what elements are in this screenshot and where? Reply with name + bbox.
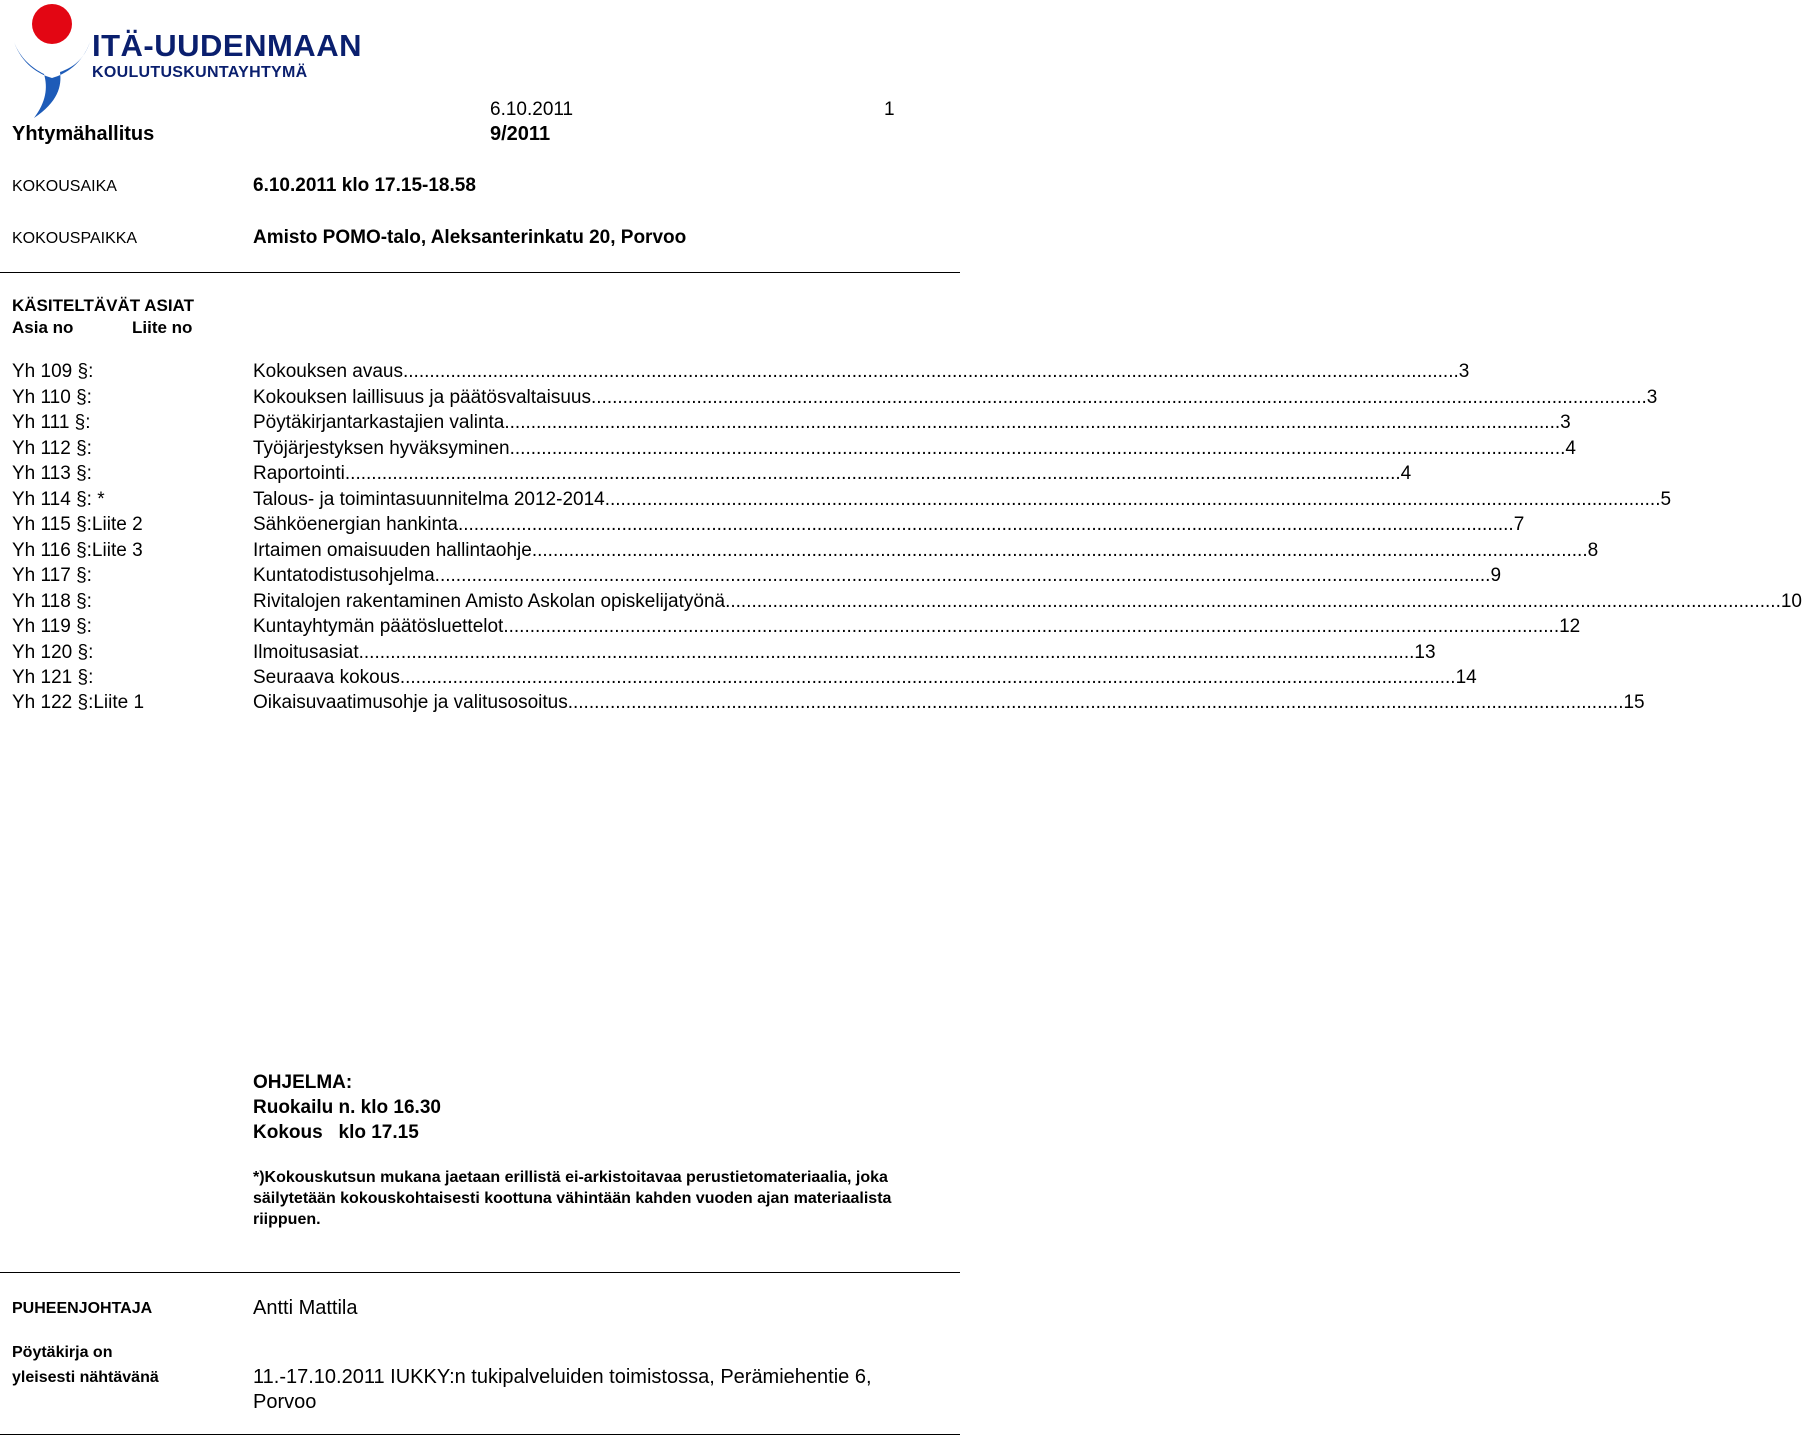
agenda-heading: KÄSITELTÄVÄT ASIAT — [12, 296, 194, 315]
agenda-item[interactable] — [12, 591, 1802, 616]
agenda-item-number: Yh 114 §: * — [12, 489, 105, 510]
agenda-item-page: 13 — [1414, 642, 1436, 663]
agenda-item[interactable] — [12, 514, 1525, 539]
program-line-meeting: Kokous klo 17.15 — [253, 1122, 419, 1143]
agenda-item-number: Yh 113 §: — [12, 463, 92, 484]
divider — [0, 1272, 960, 1273]
agenda-item-title: Työjärjestyksen hyväksyminen — [253, 438, 510, 459]
agenda-item-number: Yh 120 §: — [12, 642, 94, 663]
agenda-item[interactable] — [12, 438, 1576, 463]
agenda-item-number: Yh 110 §: — [12, 387, 92, 408]
agenda-item-number: Yh 112 §: — [12, 438, 92, 459]
program-heading: OHJELMA: — [253, 1072, 353, 1093]
agenda-item-title: Raportointi — [253, 463, 345, 484]
program-footnote: *)Kokouskutsun mukana jaetaan erillistä ei-arkistoitavaa perustietomateriaalia, joka säilytetään kokouskohtaisesti koottuna vähintään kahden vuoden ajan materiaalista riippuen. — [253, 1169, 892, 1228]
meeting-number: 9/2011 — [490, 123, 551, 145]
leader-dots: ........................................................................................................................................................................................................ — [457, 514, 1514, 535]
display-value-line1: 11.-17.10.2011 IUKKY:n tukipalveluiden toimistossa, Perämiehentie 6, — [253, 1366, 872, 1388]
agenda-item-title: Kuntatodistusohjelma — [253, 565, 435, 586]
meeting-time-label: KOKOUSAIKA — [12, 178, 117, 195]
meeting-place-label: KOKOUSPAIKKA — [12, 230, 138, 247]
agenda-item-page: 3 — [1458, 361, 1470, 382]
chair-value: Antti Mattila — [253, 1297, 358, 1319]
agenda-item[interactable] — [12, 642, 1436, 667]
leader-dots: ........................................................................................................................................................................................................ — [399, 667, 1456, 688]
display-label-line2: yleisesti nähtävänä — [12, 1369, 159, 1386]
agenda-item-title: Seuraava kokous — [253, 667, 400, 688]
agenda-item-title: Kuntayhtymän päätösluettelot — [253, 616, 504, 637]
agenda-item-title: Oikaisuvaatimusohje ja valitusosoitus — [253, 692, 568, 713]
meeting-place-value: Amisto POMO-talo, Aleksanterinkatu 20, Porvoo — [253, 227, 687, 248]
agenda-item-number: Yh 115 §:Liite 2 — [12, 514, 143, 535]
display-label-line1: Pöytäkirja on — [12, 1344, 113, 1361]
agenda-item[interactable] — [12, 540, 1599, 565]
agenda-item[interactable] — [12, 616, 1581, 641]
leader-dots: ........................................................................................................................................................................................................ — [567, 692, 1624, 713]
agenda-item-page: 14 — [1455, 667, 1477, 688]
leader-dots: ........................................................................................................................................................................................................ — [358, 642, 1415, 663]
leader-dots: ........................................................................................................................................................................................................ — [403, 361, 1459, 382]
agenda-item-title: Irtaimen omaisuuden hallintaohje — [253, 540, 532, 561]
agenda-item-number: Yh 109 §: — [12, 361, 94, 382]
agenda-item-page: 9 — [1490, 565, 1502, 586]
leader-dots: ........................................................................................................................................................................................................ — [531, 540, 1588, 561]
agenda-item-page: 4 — [1565, 438, 1576, 459]
leader-dots: ........................................................................................................................................................................................................ — [434, 565, 1491, 586]
agenda-item-number: Yh 119 §: — [12, 616, 92, 637]
leader-dots: ........................................................................................................................................................................................................ — [344, 463, 1401, 484]
leader-dots: ........................................................................................................................................................................................................ — [725, 591, 1781, 612]
display-value-line2: Porvoo — [253, 1391, 317, 1413]
logo-wordmark-line1: ITÄ-UUDENMAAN — [92, 28, 362, 63]
logo-figure-icon — [12, 2, 92, 120]
agenda-item-page: 15 — [1623, 692, 1645, 713]
agenda-item-page: 10 — [1780, 591, 1802, 612]
leader-dots: ........................................................................................................................................................................................................ — [604, 489, 1661, 510]
agenda-item[interactable] — [12, 412, 1571, 437]
chair-label: PUHEENJOHTAJA — [12, 1300, 153, 1317]
agenda-item-title: Pöytäkirjantarkastajien valinta — [253, 412, 505, 433]
divider — [0, 1434, 960, 1435]
agenda-item-page: 12 — [1559, 616, 1581, 637]
agenda-item-number: Yh 122 §:Liite 1 — [12, 692, 145, 713]
agenda-item-title: Sähköenergian hankinta — [253, 514, 458, 535]
agenda-col-item: Asia no — [12, 318, 74, 337]
agenda-item-number: Yh 111 §: — [12, 412, 91, 433]
agenda-item-number: Yh 116 §:Liite 3 — [12, 540, 143, 561]
page-number: 1 — [884, 99, 895, 120]
agenda-item[interactable] — [12, 667, 1477, 692]
leader-dots: ........................................................................................................................................................................................................ — [503, 616, 1560, 637]
divider — [0, 272, 960, 273]
agenda-item-title: Kokouksen avaus — [253, 361, 403, 382]
program-line-lunch: Ruokailu n. klo 16.30 — [253, 1097, 441, 1118]
leader-dots: ........................................................................................................................................................................................................ — [509, 438, 1566, 459]
agenda-item-page: 5 — [1660, 489, 1672, 510]
agenda-item-page: 3 — [1560, 412, 1571, 433]
agenda-item-title: Kokouksen laillisuus ja päätösvaltaisuus — [253, 387, 591, 408]
agenda-item-title: Talous- ja toimintasuunnitelma 2012-2014 — [253, 489, 605, 510]
leader-dots: ........................................................................................................................................................................................................ — [504, 412, 1561, 433]
agenda-item-number: Yh 117 §: — [12, 565, 92, 586]
agenda-item-number: Yh 118 §: — [12, 591, 92, 612]
agenda-item-number: Yh 121 §: — [12, 667, 94, 688]
agenda-item-page: 8 — [1587, 540, 1599, 561]
agenda-item-title: Rivitalojen rakentaminen Amisto Askolan opiskelijatyönä — [253, 591, 726, 612]
agenda-item[interactable] — [12, 565, 1502, 590]
agenda-item[interactable] — [12, 692, 1645, 717]
agenda-item-page: 3 — [1646, 387, 1658, 408]
agenda-item-title: Ilmoitusasiat — [253, 642, 359, 663]
meeting-time-value: 6.10.2011 klo 17.15-18.58 — [253, 175, 476, 196]
agenda-col-attachment: Liite no — [132, 318, 193, 337]
agenda-item-page: 7 — [1513, 514, 1525, 535]
agenda-item[interactable] — [12, 463, 1412, 488]
leader-dots: ........................................................................................................................................................................................................ — [590, 387, 1647, 408]
agenda-item-page: 4 — [1400, 463, 1412, 484]
agenda-item[interactable] — [12, 489, 1672, 514]
document-date: 6.10.2011 — [490, 99, 574, 120]
agenda-item[interactable] — [12, 361, 1470, 386]
agenda-item[interactable] — [12, 387, 1658, 412]
organ-name: Yhtymähallitus — [12, 123, 155, 145]
logo-wordmark-line2: KOULUTUSKUNTAYHTYMÄ — [92, 64, 308, 81]
